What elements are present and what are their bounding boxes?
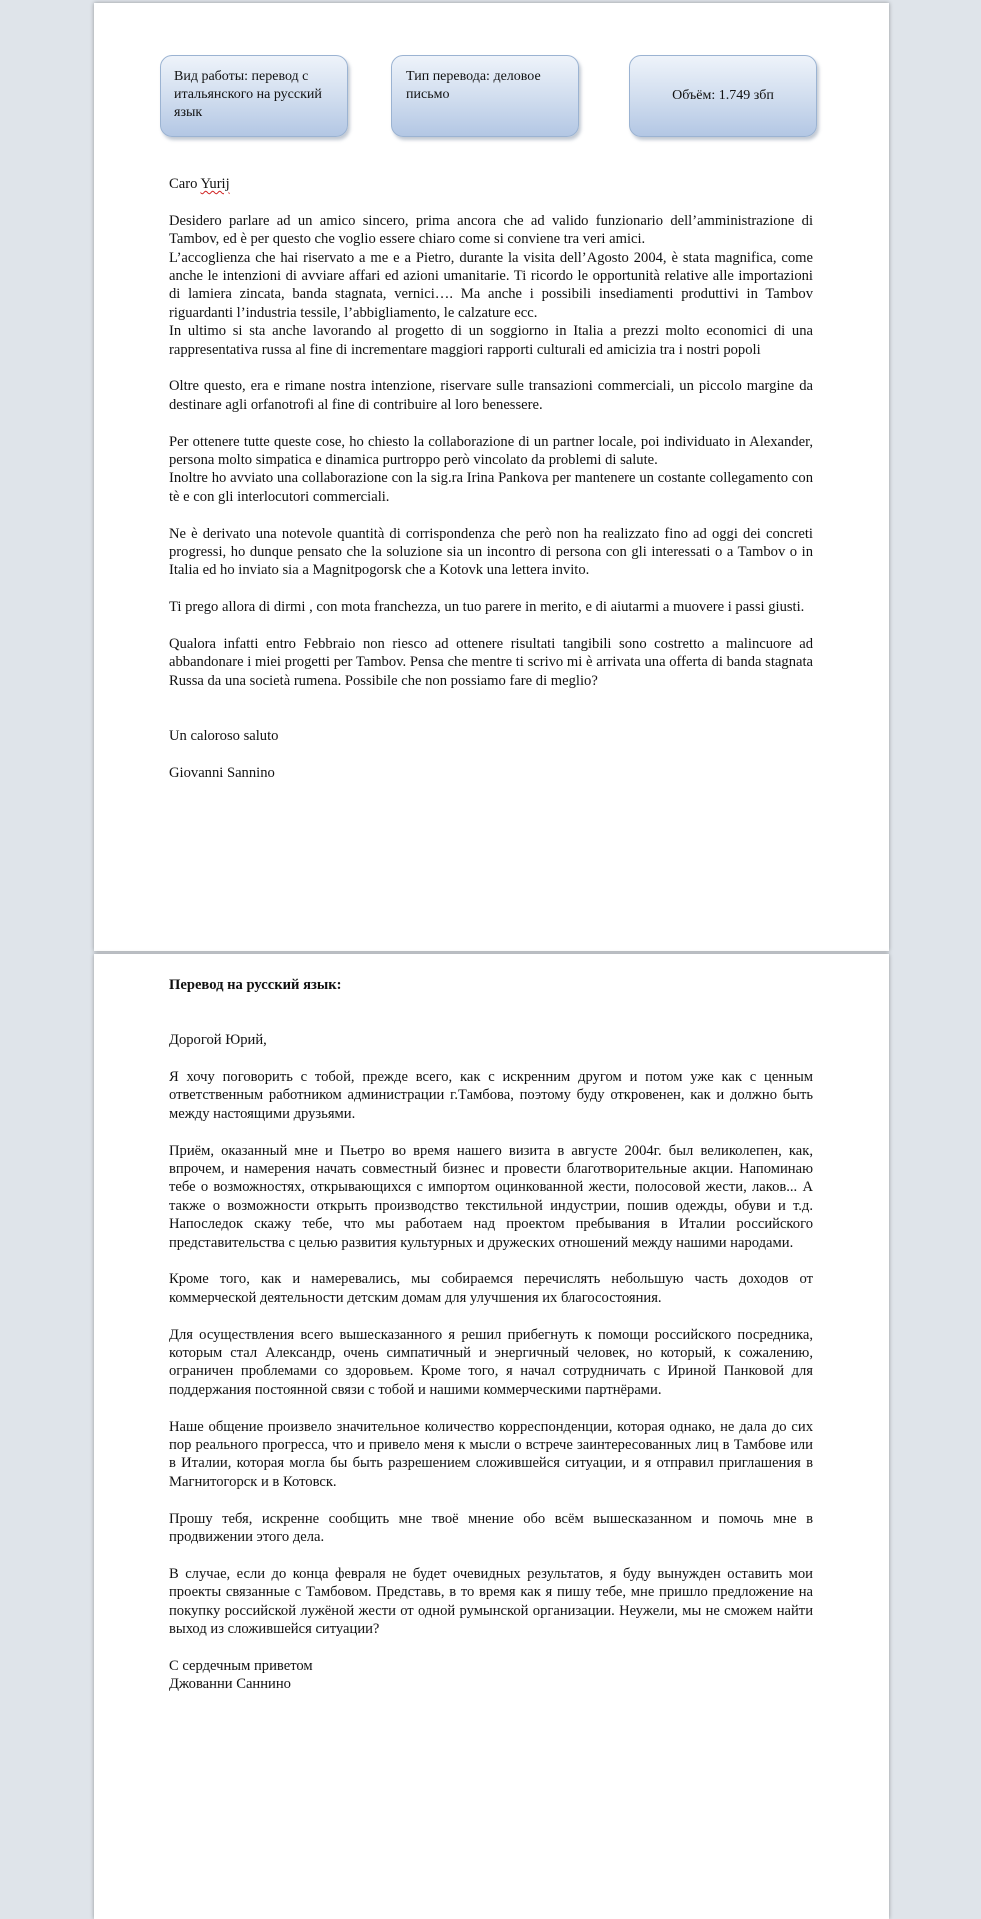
- document-page-1: [94, 3, 889, 951]
- russian-paragraph: Приём, оказанный мне и Пьетро во время нашего визита в августе 2004г. был великолепен, как, впрочем, и намерения начать совместный бизнес и провести благотворительные акции. Напоминаю тебе о возможностях, открывающихся с импортом оцинкованной жести, полосовой жести, лаков... А также о возможности открыть производство текстильной индустрии, пошив одежды, обуви и т.д. Напоследок скажу тебе, что мы работаем над проектом пребывания в Италии российского представительства с целью развития культурных и дружеских отношений между нашими народами.: [169, 1142, 813, 1251]
- russian-greeting: Дорогой Юрий,: [169, 1032, 267, 1049]
- italian-paragraph: Inoltre ho avviato una collaborazione con la sig.ra Irina Pankova per mantenere un costante collegamento con tè e con gli interlocutori commerciali.: [169, 470, 813, 505]
- russian-translation: [169, 976, 813, 1694]
- volume-text: Объём: 1.749 збп: [672, 88, 774, 103]
- italian-paragraph: Desidero parlare ad un amico sincero, prima ancora che ad valido funzionario dell’amministrazione di Tambov, ed è per questo che voglio essere chiaro come si conviene tra veri amici.: [169, 212, 813, 248]
- translation-heading: Перевод на русский язык:: [169, 977, 342, 993]
- volume-box: [629, 55, 817, 137]
- russian-closing: С сердечным приветом: [169, 1657, 313, 1674]
- italian-paragraph: L’accoglienza che hai riservato a me e a Pietro, durante la visita dell’Agosto 2004, è stata magnifica, come anche le intenzioni di avviare affari ed azioni umanitarie. Ti ricordo le opportunità relative alle importazioni di lamiera zincata, banda stagnata, vernici…. Ma anche i possibili insediamenti produttivi in Tambov riguardanti l’industria tessile, l’abbigliamento, le calzature ecc.: [169, 249, 813, 321]
- russian-paragraph: Я хочу поговорить с тобой, прежде всего, как с искренним другом и потом уже как с ценным ответственным работником администрации г.Тамбова, поэтому буду откровенен, как и должно быть между настоящими друзьями.: [169, 1069, 813, 1122]
- italian-signature: Giovanni Sannino: [169, 764, 275, 781]
- translation-type-box: [391, 55, 579, 137]
- italian-paragraph: Qualora infatti entro Febbraio non riesco ad ottenere risultati tangibili sono costretto a malincuore ad abbandonare i miei progetti per Tambov. Pensa che mentre ti scrivo mi è arrivata una offerta di banda stagnata Russa da una società rumena. Possibile che non possiamo fare di meglio?: [169, 636, 813, 689]
- italian-greeting: [169, 175, 813, 193]
- spellcheck-flagged-name: Yurij: [200, 176, 230, 192]
- italian-paragraph: In ultimo si sta anche lavorando al progetto di un soggiorno in Italia a prezzi molto economici di una rappresentativa russa al fine di incrementare maggiori rapporti culturali ed amicizia tra i nostri popoli: [169, 323, 813, 358]
- work-type-text: Вид работы: перевод с итальянского на русский язык: [174, 69, 322, 120]
- italian-paragraph: Ne è derivato una notevole quantità di corrispondenza che però non ha realizzato fino ad oggi dei concreti progressi, ho dunque pensato che la soluzione sia un incontro di persona con gli interessati o a Tambov o in Italia ed ho inviato sia a Magnitpogorsk che a Kotovk una lettera invito.: [169, 525, 813, 579]
- italian-paragraph: Oltre questo, era e rimane nostra intenzione, riservare sulle transazioni commerciali, un piccolo margine da destinare agli orfanotrofi al fine di contribuire al loro benessere.: [169, 378, 813, 413]
- italian-paragraph: Ti prego allora di dirmi , con mota franchezza, un tuo parere in merito, e di aiutarmi a muovere i passi giusti.: [169, 599, 805, 616]
- greeting-word: Caro: [169, 176, 198, 192]
- russian-signature: Джованни Саннино: [169, 1676, 291, 1693]
- translation-type-text: Тип перевода: деловое письмо: [406, 69, 541, 102]
- work-type-box: [160, 55, 348, 137]
- russian-paragraph: Для осуществления всего вышесказанного я решил прибегнуть к помощи российского посредника, которым стал Александр, очень симпатичный и энергичный человек, но который, к сожалению, ограничен проблемами со здоровьем. Кроме того, я начал сотрудничать с Ириной Панковой для поддержания постоянной связи с тобой и нашими коммерческими партнёрами.: [169, 1326, 813, 1398]
- russian-paragraph: В случае, если до конца февраля не будет очевидных результатов, я буду вынужден оставить мои проекты связанные с Тамбовом. Представь, в то время как я пишу тебе, мне пришло предложение на покупку российской лужёной жести от одной румынской организации. Неужели, мы не сможем найти выход из сложившейся ситуации?: [169, 1565, 813, 1638]
- italian-paragraph: Per ottenere tutte queste cose, ho chiesto la collaborazione di un partner locale, poi individuato in Alexander, persona molto simpatica e dinamica purtroppo però vincolato da problemi di salute.: [169, 433, 813, 469]
- document-page-2: [94, 954, 889, 1919]
- italian-letter: [169, 175, 813, 782]
- russian-paragraph: Прошу тебя, искренне сообщить мне твоё мнение обо всём вышесказанном и помочь мне в продвижении этого дела.: [169, 1510, 813, 1546]
- italian-closing: Un caloroso saluto: [169, 728, 279, 745]
- russian-paragraph: Наше общение произвело значительное количество корреспонденции, которая однако, не дала до сих пор реального прогресса, что и привело меня к мысли о встрече заинтересованных лиц в Тамбове или в Италии, которая могла бы быть разрешением сложившейся ситуации, и я отправил приглашения в Магнитогорск и в Котовск.: [169, 1418, 813, 1490]
- russian-paragraph: Кроме того, как и намеревались, мы собираемся перечислять небольшую часть доходов от коммерческой деятельности детским домам для улучшения их благосостояния.: [169, 1271, 813, 1306]
